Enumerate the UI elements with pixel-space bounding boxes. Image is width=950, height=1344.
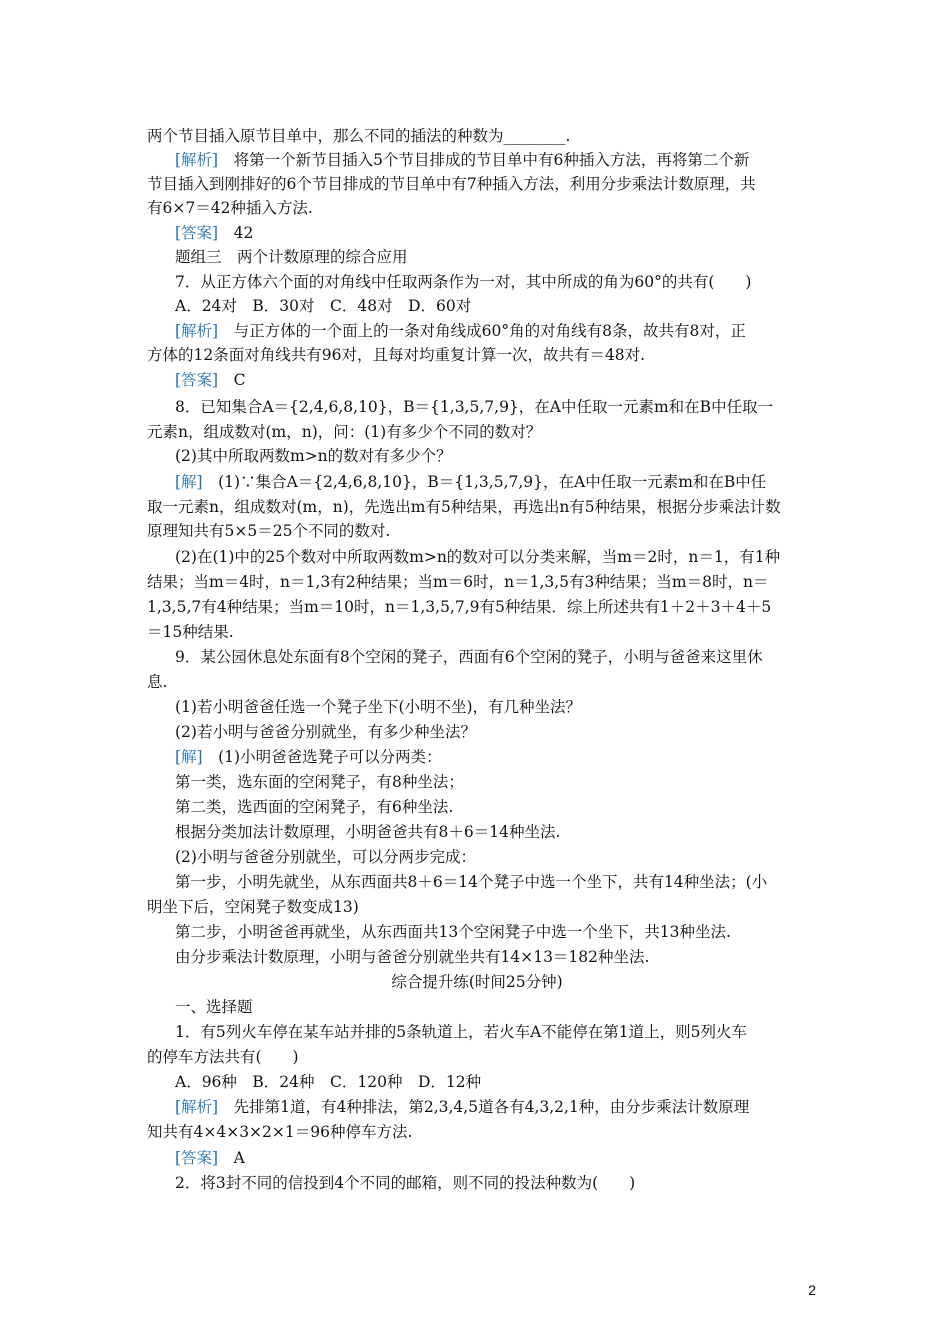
- text-line: 息.: [147, 673, 168, 691]
- text-line: 第二类，选西面的空闲凳子，有6种坐法.: [175, 798, 454, 816]
- text-line: (2)若小明与爸爸分别就坐，有多少种坐法？: [175, 723, 476, 741]
- text-line: ＝15种结果.: [147, 623, 234, 641]
- answer-tag: [答案]: [175, 1149, 219, 1167]
- section-heading: 一、选择题: [175, 998, 253, 1016]
- answer-tag: [答案]: [175, 224, 219, 242]
- solution-tag: [解]: [175, 473, 203, 491]
- analysis-tag: [解析]: [175, 322, 219, 340]
- question-2: 2．将3封不同的信投到4个不同的邮箱，则不同的投法种数为( ): [175, 1174, 636, 1192]
- question-8: 8．已知集合A＝{2,4,6,8,10}，B＝{1,3,5,7,9}，在A中任取一元素m和在B中任取一: [175, 398, 774, 416]
- page-number: 2: [808, 1282, 816, 1298]
- text-line: (2)在(1)中的25个数对中所取两数m>n的数对可以分类来解，当m＝2时，n＝1，有1种: [175, 548, 781, 566]
- answer-line: [答案] A: [175, 1149, 245, 1167]
- text-line: 方体的12条面对角线共有96对，且每对均重复计算一次，故共有＝48对.: [147, 346, 646, 364]
- text-line: (2)其中所取两数m>n的数对有多少个？: [175, 447, 452, 465]
- text-line: 知共有4×4×3×2×1＝96种停车方法.: [147, 1123, 413, 1141]
- section-heading: 题组三 两个计数原理的综合应用: [175, 248, 408, 266]
- analysis-line: [解析] 先排第1道，有4种排法，第2,3,4,5道各有4,3,2,1种，由分步乘法计数原理: [175, 1098, 750, 1116]
- text-line: 原理知共有5×5＝25个不同的数对.: [147, 522, 391, 540]
- text-line: (1)若小明爸爸任选一个凳子坐下(小明不坐)，有几种坐法？: [175, 698, 582, 716]
- analysis-tag: [解析]: [175, 151, 219, 169]
- text-line: (2)小明与爸爸分别就坐，可以分两步完成：: [175, 848, 476, 866]
- text-line: 1,3,5,7有4种结果；当m＝10时，n＝1,3,5,7,9有5种结果．综上所述共有1＋2＋3＋4＋5: [147, 598, 772, 616]
- analysis-line: [解析] 将第一个新节目插入5个节目排成的节目单中有6种插入方法，再将第二个新: [175, 151, 750, 169]
- text-line: 第一步，小明先就坐，从东西面共8＋6＝14个凳子中选一个坐下，共有14种坐法；(小: [175, 873, 768, 891]
- text-line: 根据分类加法计数原理，小明爸爸共有8＋6＝14种坐法.: [175, 823, 561, 841]
- text-line: 取一元素n，组成数对(m，n)，先选出m有5种结果，再选出n有5种结果，根据分步乘法计数: [147, 498, 781, 516]
- solution-line: [解] (1)小明爸爸选凳子可以分两类：: [175, 748, 442, 766]
- text-line: 节目插入到刚排好的6个节目排成的节目单中有7种插入方法，利用分步乘法计数原理，共: [147, 175, 756, 193]
- answer-line: [答案] C: [175, 371, 246, 389]
- text-line: 第二步，小明爸爸再就坐，从东西面共13个空闲凳子中选一个坐下，共13种坐法.: [175, 923, 731, 941]
- options-7: A．24对 B．30对 C．48对 D．60对: [175, 297, 472, 315]
- options-1: A．96种 B．24种 C．120种 D．12种: [175, 1073, 482, 1091]
- text-line: 明坐下后，空闲凳子数变成13): [147, 898, 359, 916]
- answer-line: [答案] 42: [175, 224, 254, 242]
- analysis-tag: [解析]: [175, 1098, 219, 1116]
- solution-line: [解] (1)∵集合A＝{2,4,6,8,10}，B＝{1,3,5,7,9}，在A中任取一元素m和在B中任: [175, 473, 767, 491]
- answer-tag: [答案]: [175, 371, 219, 389]
- question-1: 1．有5列火车停在某车站并排的5条轨道上，若火车A不能停在第1道上，则5列火车: [175, 1023, 748, 1041]
- solution-tag: [解]: [175, 748, 203, 766]
- text-line: 两个节目插入原节目单中，那么不同的插法的种数为________.: [147, 127, 571, 145]
- text-line: 第一类，选东面的空闲凳子，有8种坐法；: [175, 773, 464, 791]
- section-title: 综合提升练(时间25分钟): [391, 973, 563, 991]
- analysis-line: [解析] 与正方体的一个面上的一条对角线成60°角的对角线有8条，故共有8对，正: [175, 322, 746, 340]
- text-line: 结果；当m＝4时，n＝1,3有2种结果；当m＝6时，n＝1,3,5有3种结果；当m＝8时，n＝: [147, 573, 769, 591]
- text-line: 元素n，组成数对(m，n)，问：(1)有多少个不同的数对？: [147, 423, 542, 441]
- text-line: 由分步乘法计数原理，小明与爸爸分别就坐共有14×13＝182种坐法.: [175, 948, 650, 966]
- question-7: 7．从正方体六个面的对角线中任取两条作为一对，其中所成的角为60°的共有( ): [175, 273, 752, 291]
- text-line: 的停车方法共有( ): [147, 1048, 299, 1066]
- question-9: 9．某公园休息处东面有8个空闲的凳子，西面有6个空闲的凳子，小明与爸爸来这里休: [175, 648, 763, 666]
- text-line: 有6×7＝42种插入方法.: [147, 199, 313, 217]
